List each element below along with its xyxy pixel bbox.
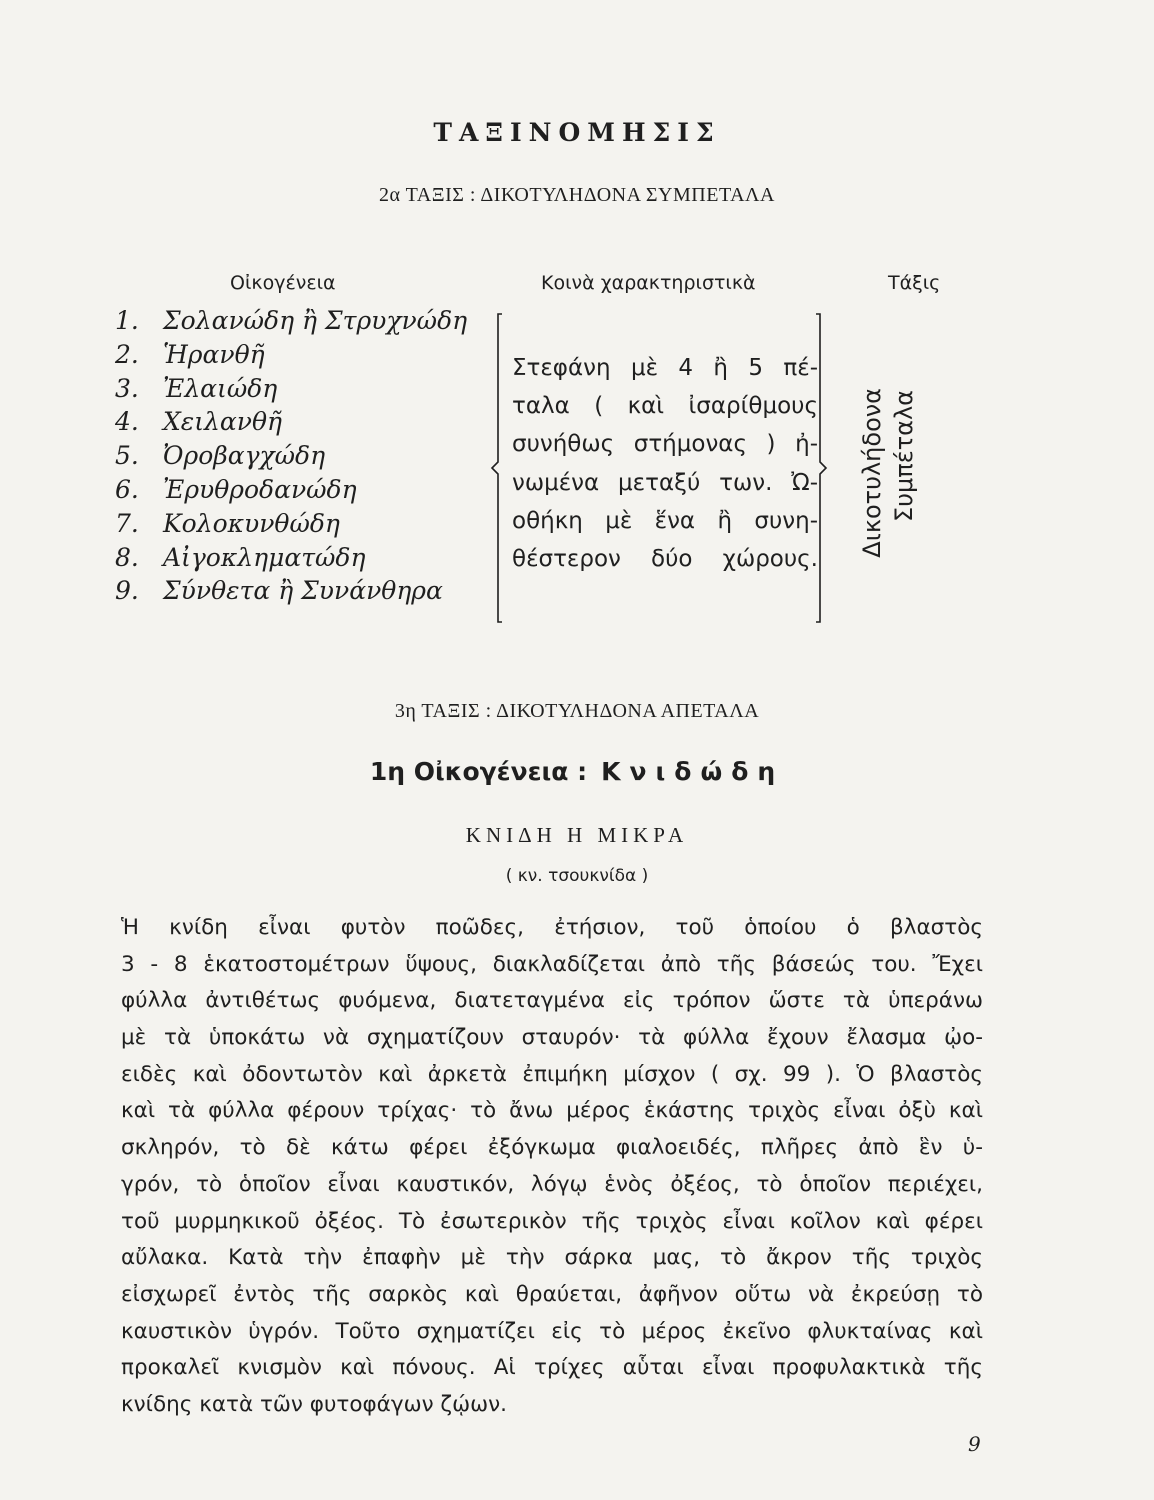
list-item-name: Αἰγοκληματώδη: [163, 542, 366, 572]
list-item-name: Κολοκυνθώδη: [163, 508, 340, 538]
list-item-number: 4.: [115, 407, 139, 437]
list-item: [115, 441, 467, 475]
list-item-name: Σύνθετα ἢ Συνάνθηρα: [163, 576, 443, 606]
list-item-name: Ἐλαιώδη: [163, 373, 278, 403]
class-2-heading: 2α ΤΑΞΙΣ : ΔΙΚΟΤΥΛΗΔΟΝΑ ΣΥΜΠΕΤΑΛΑ: [379, 184, 775, 206]
characteristics-line: οθήκη μὲ ἕνα ἢ συνη-: [512, 507, 818, 534]
column-header-characteristics: Κοινὰ χαρακτηριστικὰ: [541, 272, 756, 294]
species-title: ΚΝΙΔΗ Η ΜΙΚΡΑ: [465, 823, 689, 847]
family-heading: [0, 757, 1154, 786]
body-line: αὔλακα. Κατὰ τὴν ἐπαφὴν μὲ τὴν σάρκα μας, τὸ ἄκρον τῆς τριχὸς: [121, 1245, 983, 1271]
list-item-number: 3.: [115, 373, 139, 403]
list-item-number: 1.: [115, 306, 139, 335]
body-line: εἰσχωρεῖ ἐντὸς τῆς σαρκὸς καὶ θραύεται, ἀφῆνον οὕτω νὰ ἐκρεύσῃ τὸ: [121, 1281, 983, 1307]
common-characteristics: [512, 355, 818, 584]
column-header-family: Οἰκογένεια: [230, 272, 336, 294]
list-item: [115, 475, 467, 509]
list-item-number: 9.: [115, 576, 139, 606]
list-item-name: Ἡρανθῆ: [163, 339, 265, 369]
class-name-line-2: Συμπέταλα: [890, 390, 918, 523]
body-line: ειδὲς καὶ ὀδοντωτὸν καὶ ἀρκετὰ ἐπιμήκη μίσχον ( σχ. 99 ). Ὁ βλαστὸς: [121, 1061, 983, 1087]
body-line: 3 - 8 ἑκατοστομέτρων ὕψους, διακλαδίζεται ἀπὸ τῆς βάσεώς του. Ἔχει: [121, 951, 983, 977]
body-line: προκαλεῖ κνισμὸν καὶ πόνους. Αἱ τρίχες αὗται εἶναι προφυλακτικὰ τῆς: [121, 1355, 983, 1381]
family-heading-label: 1η Οἰκογένεια :: [369, 757, 588, 786]
list-item-name: Ἐρυθροδανώδη: [163, 474, 357, 504]
list-item: [115, 543, 467, 577]
body-line: τοῦ μυρμηκικοῦ ὀξέος. Τὸ ἐσωτερικὸν τῆς τριχὸς εἶναι κοῖλον καὶ φέρει: [121, 1208, 983, 1234]
body-line: Ἡ κνίδη εἶναι φυτὸν ποῶδες, ἐτήσιον, τοῦ ὁποίου ὁ βλαστὸς: [121, 915, 983, 940]
family-heading-name: Κνιδώδη: [601, 757, 785, 786]
body-line: φύλλα ἀντιθέτως φυόμενα, διατεταγμένα εἰς τρόπον ὥστε τὰ ὑπεράνω: [121, 988, 983, 1014]
class-name-line-1: Δικοτυλήδονα: [858, 388, 886, 558]
list-item-number: 5.: [115, 441, 139, 471]
body-line: γρόν, τὸ ὁποῖον εἶναι καυστικόν, λόγῳ ἑνὸς ὀξέος, τὸ ὁποῖον περιέχει,: [121, 1171, 983, 1197]
body-paragraph: [121, 915, 983, 1429]
characteristics-line: νωμένα μεταξύ των. Ὠ-: [512, 469, 818, 496]
characteristics-line: θέστερον δύο χώρους.: [512, 545, 818, 572]
list-item: [115, 576, 467, 610]
body-line: σκληρόν, τὸ δὲ κάτω φέρει ἐξόγκωμα φιαλοειδές, πλῆρες ἀπὸ ἓν ὑ-: [121, 1135, 983, 1161]
list-item: [115, 306, 467, 340]
common-name: ( κν. τσουκνίδα ): [505, 866, 649, 886]
list-item-name: Ὀροβαγχώδη: [163, 441, 326, 471]
family-list: [115, 306, 467, 610]
body-line: μὲ τὰ ὑποκάτω νὰ σχηματίζουν σταυρόν· τὰ φύλλα ἔχουν ἔλασμα ᾠο-: [121, 1025, 983, 1051]
list-item-number: 6.: [115, 474, 139, 504]
class-3-heading: 3η ΤΑΞΙΣ : ΔΙΚΟΤΥΛΗΔΟΝΑ ΑΠΕΤΑΛΑ: [394, 700, 760, 722]
list-item-name: Σολανώδη ἢ Στρυχνώδη: [163, 306, 468, 335]
list-item-number: 8.: [115, 542, 139, 572]
list-item-number: 2.: [115, 339, 139, 369]
list-item: [115, 374, 467, 408]
left-brace: [490, 312, 504, 624]
characteristics-line: Στεφάνη μὲ 4 ἢ 5 πέ-: [512, 355, 818, 381]
list-item: [115, 509, 467, 543]
page-title: ΤΑΞΙΝΟΜΗΣΙΣ: [433, 118, 721, 147]
characteristics-line: συνήθως στήμονας ) ἠ-: [512, 431, 818, 458]
body-line: καυστικὸν ὑγρόν. Τοῦτο σχηματίζει εἰς τὸ μέρος ἐκεῖνο φλυκταίνας καὶ: [121, 1318, 983, 1344]
list-item: [115, 340, 467, 374]
list-item-name: Χειλανθῆ: [163, 407, 282, 437]
column-header-class: Τάξις: [888, 272, 941, 294]
body-line: καὶ τὰ φύλλα φέρουν τρίχας· τὸ ἄνω μέρος ἑκάστης τριχὸς εἶναι ὀξὺ καὶ: [121, 1098, 983, 1124]
page-number: 9: [968, 1432, 981, 1456]
list-item-number: 7.: [115, 508, 139, 538]
body-line: κνίδης κατὰ τῶν φυτοφάγων ζῴων.: [121, 1391, 507, 1417]
list-item: [115, 407, 467, 441]
characteristics-line: ταλα ( καὶ ἰσαρίθμους: [512, 393, 818, 420]
